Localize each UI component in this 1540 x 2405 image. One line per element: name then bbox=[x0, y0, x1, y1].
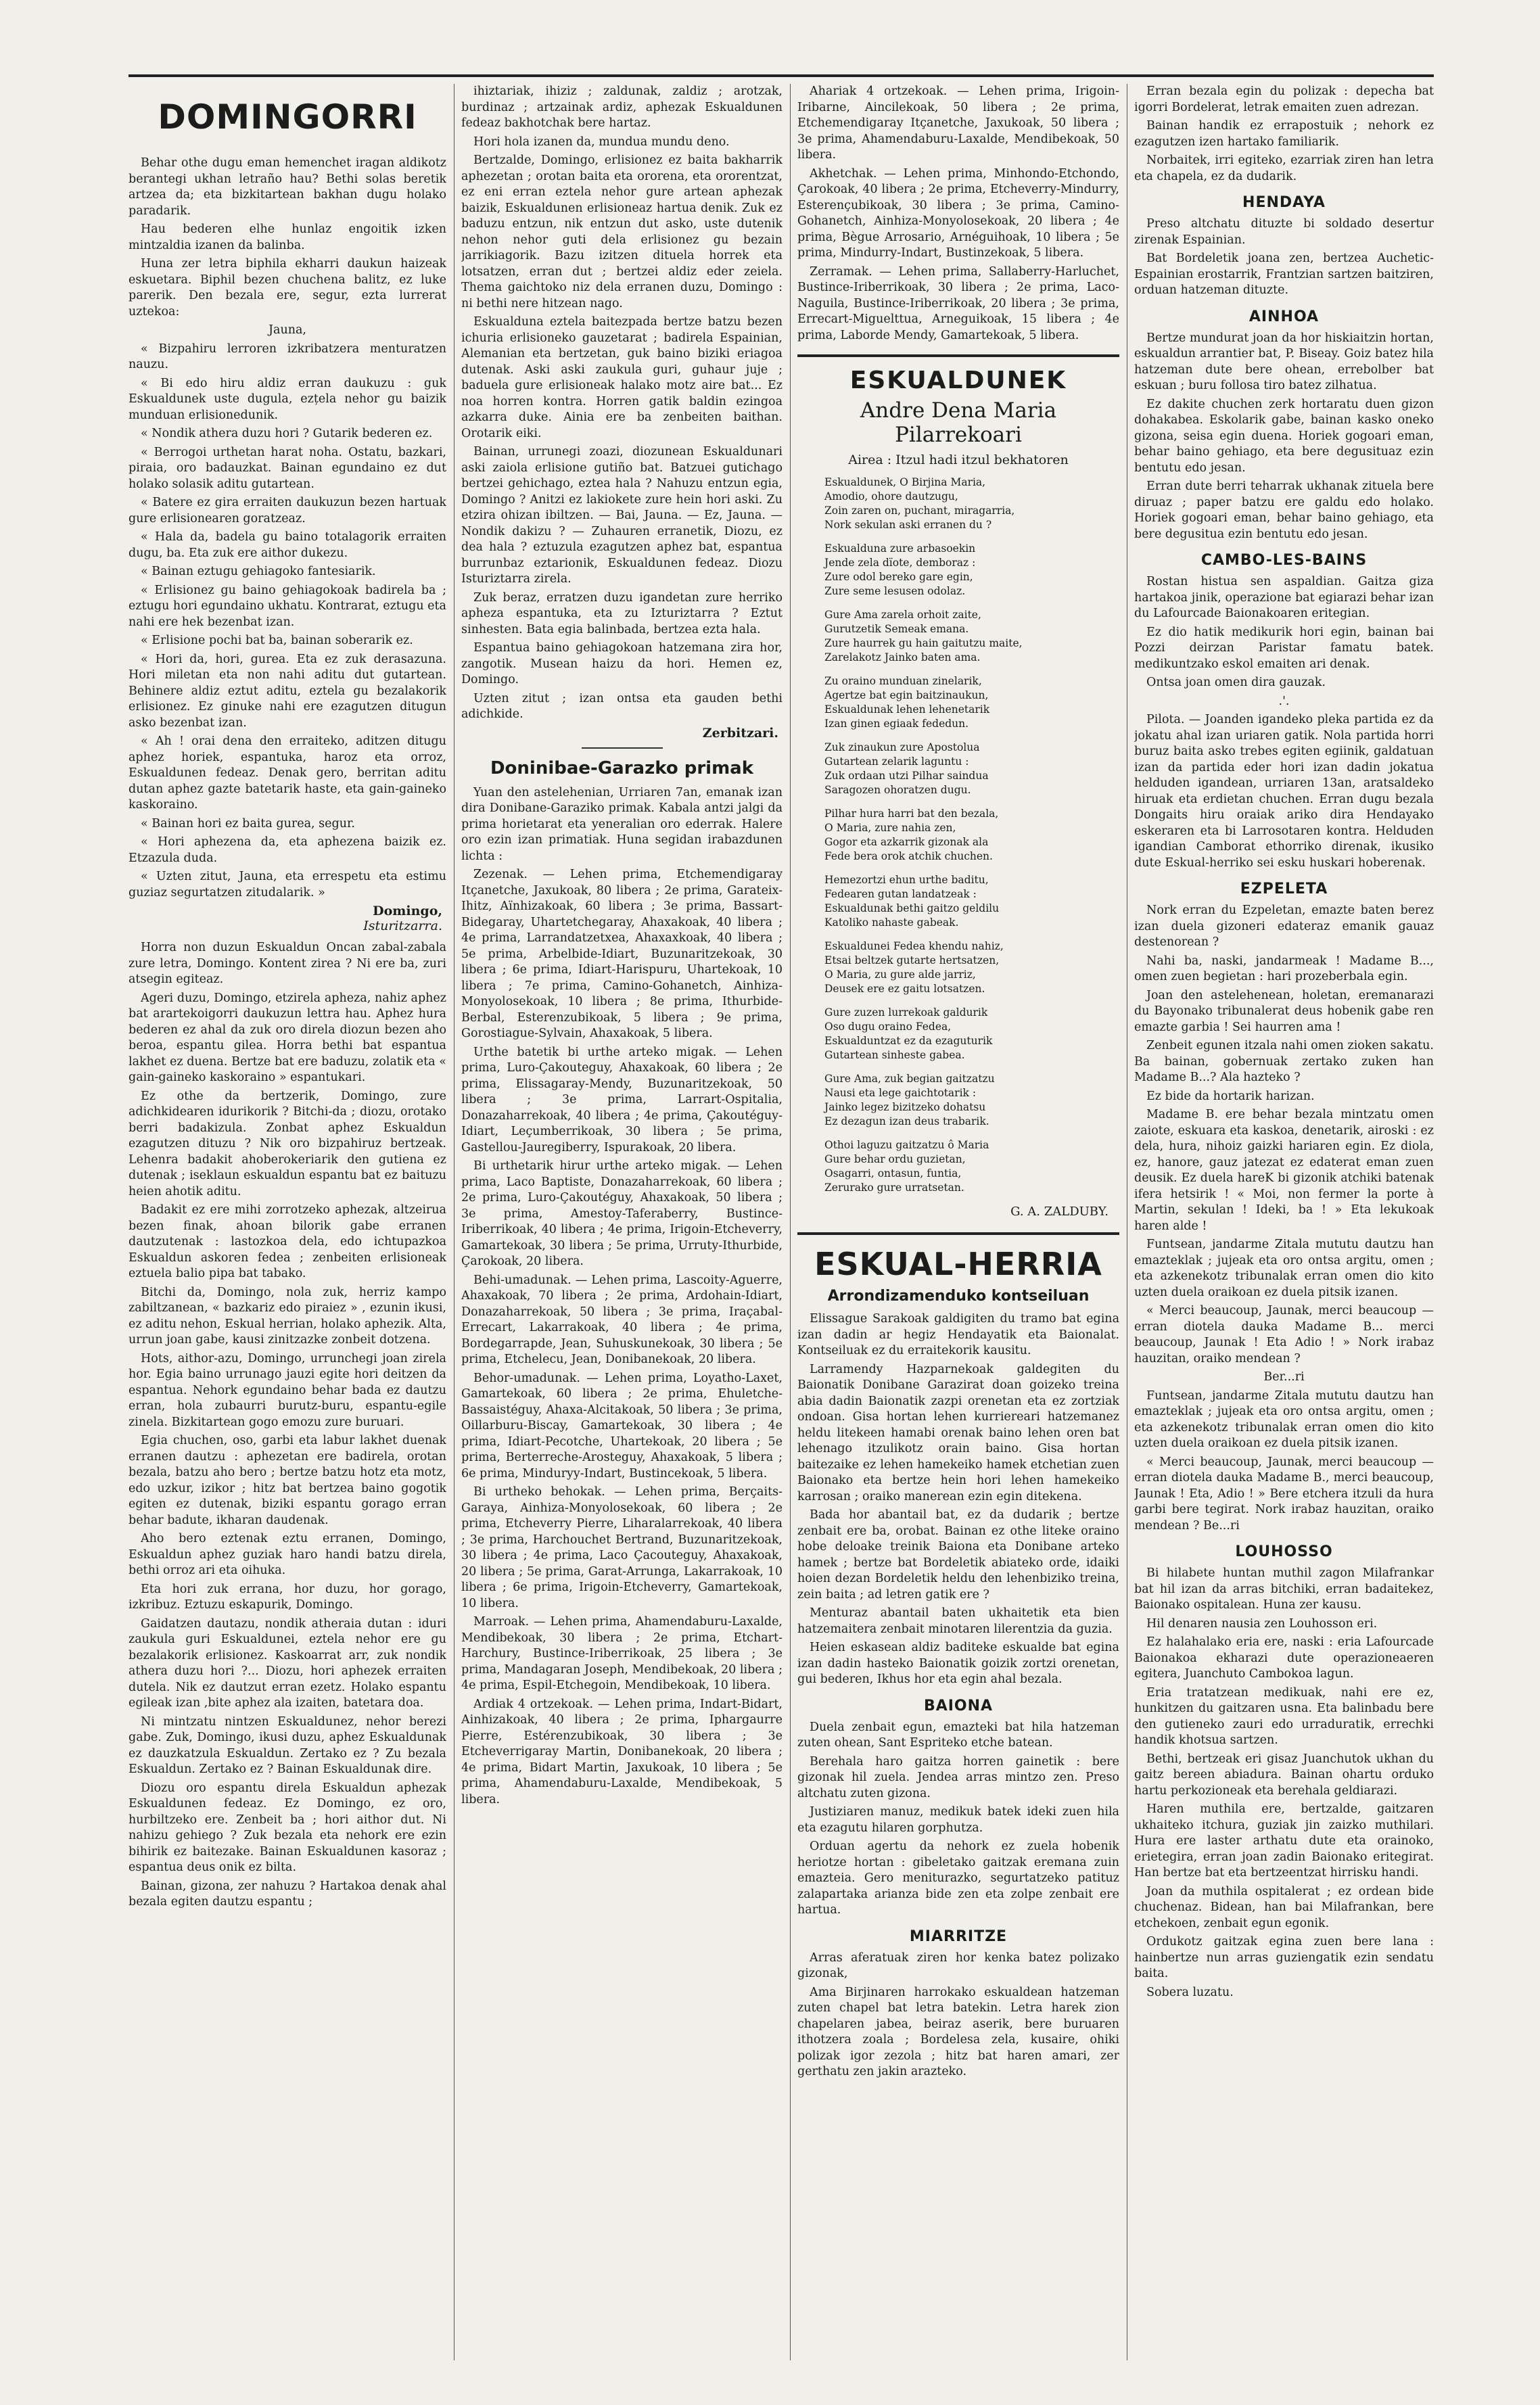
paragraph: Funtsean, jandarme Zitala mututu dautzu han emazteklak ; jujeak eta oro ontsa argitu, omen ; eta azkenekotz tribunalak erran omen dio kito uzten duela oraikoan ez duela pitsik izanen. bbox=[1134, 1238, 1434, 1299]
paragraph: Marroak. — Lehen prima, Ahamendaburu-Laxalde, Mendibekoak, 30 libera ; 2e prima, Etchart-Harchury, Bustince-Iriberrikoak, 25 libera ; 3e prima, Mandagaran Joseph, Mendibekoak, 20 libera ; 4e prima, Espil-Etchegoin, Mendibekoak, 10 libera. bbox=[461, 1615, 783, 1692]
paragraph: « Erlisionez gu baino gehiagokoak badirela ba ; eztugu hori egundaino ukhatu. Kontrarat, eztugu eta nahi ere hek bezenbat izan. bbox=[129, 583, 446, 629]
paragraph: Pilota. — Joanden igandeko pleka partida ez da jokatu ahal izan uriaren gatik. Nola partida horri buruz baita asko trebes egiten egiinik, galdatuan izan da partida eder hori izan dadin jokatua helduden igandean, urriaren 13an, aratsaldeko hiruak eta erdietan chuchen. Erran dugu bezala Dongaits hiru oraiak ariko dira Hendayako eskeraren eta bi Larrosotaren kontra. Helduden igandian Camborat ethorriko direnak, ikusiko dute Eskual-herriko sei esku huskari hoberenak. bbox=[1134, 713, 1434, 870]
paragraph: Bertzalde, Domingo, erlisionez ez baita bakharrik aphezetan ; orotan baita eta ororena, eta ororentzat, ez eni erran eztela nehor gure artean aphezak baizik, Eskualdunen erlisioneaz hartua denik. Zuk ez baduzu entzun, nik entzun dut asko, uste dutenik nehon nehor guti dela erlisionez gu bezain jarrikiagorik. Bazu izitzen dituela horrek eta lotsatzen, erran dut ; bertzei aldiz eder zeiela. Thema gaichtoko niz dela erranen duzu, Domingo : ni bethi nere hitzean nago. bbox=[461, 154, 783, 310]
paragraph: « Hala da, badela gu baino totalagorik erraiten dugu, ba. Eta zuk ere aithor dukezu. bbox=[129, 530, 446, 560]
town-heading-cambo: CAMBO-LES-BAINS bbox=[1200, 552, 1368, 569]
paragraph: Eria tratatzean medikuak, nahi ere ez, hunkitzen du gaitzaren usna. Eta balinbadu bere den gutieneko zauri edo urraduratik, errechki handik khotsua sartzen. bbox=[1134, 1685, 1434, 1747]
paragraph: Huna zer letra biphila ekharri daukun haizeak eskuetara. Biphil bezen chuchena balitz, ez luke parerik. Den bezala ere, segur, ezta lurrerat uztekoa: bbox=[129, 257, 446, 319]
town-heading-baiona: BAIONA bbox=[923, 1697, 994, 1714]
paragraph: « Bainan eztugu gehiagoko fantesiarik. bbox=[141, 565, 376, 578]
paragraph: Behor-umadunak. — Lehen prima, Loyatho-Laxet, Gamartekoak, 60 libera ; 2e prima, Ehuletche-Bassaistéguy, Ahaxa-Alcitakoak, 50 libera ; 3e prima, Oillarburu-Biscay, Gamartekoak, 30 libera ; 4e prima, Idiart-Pecotche, Uhartekoak, 20 libera ; 5e prima, Berterreche-Arosteguy, Ahaxakoak, 5 libera ; 6e prima, Minduryy-Indart, Bustincekoak, 5 libera. bbox=[461, 1371, 783, 1480]
stanza: Pilhar hura harri bat den bezala, O Maria, zure nahia zen, Gogor eta azkarrik gizonak ala Fede bera orok atchik chuchen. bbox=[824, 808, 999, 862]
paragraph: Aho bero eztenak eztu erranen, Domingo, Eskualdun aphez guziak haro handi batzu direla, bethi orroz ari eta oihuka. bbox=[129, 1532, 446, 1577]
paragraph: Zenbeit egunen itzala nahi omen zioken sakatu. Ba bainan, gobernuak zertako zuken han Madame B...? Ala hazteko ? bbox=[1134, 1039, 1434, 1084]
paragraph: Funtsean, jandarme Zitala mututu dautzu han emazteklak ; jujeak eta oro ontsa argitu, omen ; eta azkenekotz tribunalak erran omen dio kito uzten duela oraikoan ez duela pitsik izanen. bbox=[1134, 1388, 1434, 1450]
paragraph: Eta hori zuk errana, hor duzu, hor gorago, izkribuz. Eztuzu eskapurik, Domingo. bbox=[129, 1582, 446, 1612]
stanza: Zuk zinaukun zure Apostolua Gutartean zelarik laguntu : Zuk ordaan utzi Pilhar saindua Saragozen ohoratzen dugu. bbox=[824, 741, 989, 796]
paragraph: Eskualduna eztela baitezpada bertze batzu bezen ichuria erlisioneko gauzetarat ; badirela Espainian, Alemanian eta bertzetan, guk baino biziki eriagoa dutenak. Aski aski zaukula guri, guhaur juje ; baduela gure erlisioneak halako motz aire bat... Ez noa horren kontra. Horren gatik baldin ezingoa azkarra duke. Ainia ere ba zenbeiten baithan. Orotarik eiki. bbox=[461, 315, 783, 440]
town-heading-hendaya: HENDAYA bbox=[1242, 194, 1326, 211]
column-divider bbox=[790, 84, 791, 2360]
paragraph: « Erlisione pochi bat ba, bainan soberarik ez. bbox=[141, 634, 413, 647]
paragraph: Yuan den astelehenian, Urriaren 7an, emanak izan dira Donibane-Garaziko primak. Kabala antzi jalgi da prima horietarat eta yeneralian oro ederrak. Halere oro ezin izan primatiak. Huna segidan irabazdunen lichta : bbox=[461, 785, 783, 863]
paragraph: Zezenak. — Lehen prima, Etchemendigaray Itçanetche, Jaxukoak, 80 libera ; 2e prima, Garateix-Ihitz, Aïnhizakoak, 60 libera ; 3e prima, Bassart-Bidegaray, Uhartetchegaray, Ahaxakoak, 40 libera ; 4e prima, Larrandatzetxea, Ahaxaxkoak, 40 libera ; 5e prima, Arbelbide-Idiart, Buzunaritzekoak, 30 libera ; 6e prima, Idiart-Harispuru, Uhartekoak, 10 libera ; 7e prima, Camino-Gohanetch, Ainhiza-Monyolosekoak, 10 libera ; 8e prima, Ithurbide-Berbal, Esterenzubikoak, 5 libera ; 9e prima, Gorostiague-Sylvain, Ahaxakoak, 5 libera. bbox=[461, 868, 783, 1040]
column-2 bbox=[461, 84, 783, 2360]
paragraph: Justiziaren manuz, medikuk batek ideki zuen hila eta ezagutu hilaren gorphutza. bbox=[797, 1805, 1119, 1835]
paragraph: Akhetchak. — Lehen prima, Minhondo-Etchondo, Çarokoak, 40 libera ; 2e prima, Etcheverry-Mindurry, Esterençubikoak, 30 libera ; 3e prima, Camino-Gohanetch, Ainhiza-Monyolosekoak, 20 libera ; 4e prima, Bègue Arrosario, Arnéguihoak, 10 libera ; 5e prima, Mindurry-Indart, Bustinzekoak, 5 libera. bbox=[797, 166, 1119, 260]
paragraph: Behi-umadunak. — Lehen prima, Lascoity-Aguerre, Ahaxakoak, 70 libera ; 2e prima, Ardohain-Idiart, Donazaharrekoak, 50 libera ; 3e prima, Iraçabal-Errecart, Lakarrakoak, 40 libera ; 4e prima, Bordegarrapde, Jean, Suhuskunekoak, 30 libera ; 5e prima, Etchelecu, Jean, Donibanekoak, 20 libera. bbox=[461, 1273, 783, 1366]
poem-box bbox=[797, 354, 1119, 1235]
paragraph: Urthe batetik bi urthe arteko migak. — Lehen prima, Luro-Çakouteguy, Ahaxakoak, 60 libera ; 2e prima, Elissagaray-Mendy, Buzunaritzekoak, 50 libera ; 3e prima, Larrart-Ospitalia, Donazaharrekoak, 40 libera ; 4e prima, Çakoutéguy-Idiart, Leçumberrikoak, 30 libera ; 5e prima, Gastellou-Jauregiberry, Ispurakoak, 20 libera. bbox=[461, 1045, 783, 1154]
stanza: Gure Ama zarela orhoit zaite, Gurutzetik Semeak emana. Zure haurrek gu hain gaitutzu maite, Zarelakotz Jainko baten ama. bbox=[824, 609, 1023, 663]
paragraph: Bi urthetarik hirur urthe arteko migak. — Lehen prima, Laco Baptiste, Donazaharrekoak, 60 libera ; 2e prima, Luro-Çakoutéguy, Ahaxakoak, 50 libera ; 3e prima, Amestoy-Taferaberry, Bustince-Iriberrikoak, 40 libera ; 4e prima, Irigoin-Etcheverry, Gamartekoak, 30 libera ; 5e prima, Urruty-Ithurbide, Çarokoak, 20 libera. bbox=[461, 1159, 783, 1268]
top-rule bbox=[129, 74, 1434, 77]
paragraph: Ni mintzatu nintzen Eskualdunez, nehor berezi gabe. Zuk, Domingo, ikusi duzu, aphez Eskualdunak ez dauzkatzula Eskualdun. Zertako ez ? Zu bezala Eskualdun. Zertako ez ? Bainan Eskualdunak dire. bbox=[129, 1714, 446, 1776]
poem-title: ESKUALDUNEK bbox=[849, 367, 1067, 394]
paragraph: ihiztariak, ihiziz ; zaldunak, zaldiz ; arotzak, burdinaz ; artzainak ardiz, aphezak Eskualdunen fedeaz bakhotchak bere hartaz. bbox=[461, 85, 783, 130]
paragraph: Duela zenbait egun, emazteki bat hila hatzeman zuten ohean, Sant Espriteko etche batean. bbox=[797, 1720, 1119, 1750]
article-title-primak: Doninibae-Garazko primak bbox=[490, 757, 754, 778]
stanza: Othoi laguzu gaitzatzu ô Maria Gure behar ordu guzietan, Osagarri, ontasun, funtia, Zerurako gure urratsetan. bbox=[824, 1139, 989, 1194]
column-3 bbox=[797, 84, 1119, 2360]
paragraph: Nork erran du Ezpeletan, emazte baten berez izan duela gizoneri edateraz emanik gauaz destenorean ? bbox=[1134, 904, 1434, 949]
paragraph: « Merci beaucoup, Jaunak, merci beaucoup — erran diotela dauka Madame B... merci beaucoup, Jaunak ! Eta Adio ! » Nork irabaz hauzitan, oraiko mendean ? bbox=[1134, 1304, 1434, 1365]
signature-zerbitzari bbox=[461, 726, 778, 741]
paragraph: Bi hilabete huntan muthil zagon Milafrankar bat hil izan da arras bitchiki, erran badaitekez, Baionako ospitalean. Huna zer kausu. bbox=[1134, 1566, 1434, 1612]
stanza: Eskualdunek, O Birjina Maria, Amodio, ohore dautzugu, Zoin zaren on, puchant, miragarria, Nork sekulan aski erranen du ? bbox=[824, 476, 1015, 531]
paragraph: Madame B. ere behar bezala mintzatu omen zaiote, eskuara eta kaskoa, denetarik, airoski : ez dela, hura, nihoiz gaizki hariaren egin. Ez diola, ez, hanore, gauz jatezat ez edaterat eman zuen deusik. Ez duela hareK bi gizonik atchiki batenak ifera hetsirik ! « Moi, non fermer la porte à Martin, sekulan ! Ideki, ba ! » Eta lekukoak haren alde ! bbox=[1134, 1108, 1434, 1233]
paragraph: Elissague Sarakoak galdigiten du tramo bat egina izan dadin ar hegiz Hendayatik eta Baionalat. Kontseiluak ez du erraitekorik kausitu. bbox=[797, 1312, 1119, 1357]
section-subtitle: Arrondizamenduko kontseiluan bbox=[827, 1288, 1090, 1305]
paragraph: Erran bezala egin du polizak : depecha bat igorri Bordelerat, letrak emaiten zuen adrezan. bbox=[1134, 85, 1434, 114]
town-heading-louhosso: LOUHOSSO bbox=[1235, 1543, 1333, 1560]
paragraph: Arras aferatuak ziren hor kenka batez polizako gizonak, bbox=[797, 1951, 1119, 1980]
paragraph: Haren muthila ere, bertzalde, gaitzaren ukhaiteko itchura, guziak jin zaizko muthilari. Hura ere laster arthatu dute eta orainoko, erietegira, erran joan zadin Baionako eritegirat. Han bertze bat eta bertzeentzat hirrisku handi. bbox=[1134, 1802, 1434, 1879]
paragraph: Zerramak. — Lehen prima, Sallaberry-Harluchet, Bustince-Iriberrikoak, 30 libera ; 2e prima, Laco-Naguila, Bustince-Iriberrikoak, 20 libera ; 3e prima, Errecart-Miguelttua, Arneguikoak, 15 libera ; 4e prima, Laborde Mendy, Gamartekoak, 5 libera. bbox=[797, 264, 1119, 342]
paragraph: Ez dakite chuchen zerk hortaratu duen gizon dohakabea. Eskolarik gabe, bainan kasko oneko gizona, seisa egin duena. Horiek gogoari eman, behar baino gehiago, eta bere degusituaz ezin bentutu edo jesan. bbox=[1134, 397, 1434, 475]
paragraph: Zuk beraz, erratzen duzu igandetan zure herriko apheza espantuka, eta zu Izturiztarra ? Eztut sinhesten. Bata egia balinbada, bertzea ezta hala. bbox=[461, 590, 783, 636]
article-title-domingorri: DOMINGORRI bbox=[158, 97, 417, 137]
paragraph: « Batere ez gira erraiten daukuzun bezen hartuak gure erlisionearen goratzeaz. bbox=[129, 496, 446, 526]
paragraph: « Merci beaucoup, Jaunak, merci beaucoup — erran diotela dauka Madame B., merci beaucoup, Jaunak ! Eta, Adio ! » Bere etchera itzuli da hura garbi bere tegirat. Nork irabaz hauzitan, oraiko mendean ? Be...ri bbox=[1134, 1455, 1434, 1533]
paragraph: Hots, aithor-azu, Domingo, urrunchegi joan zirela hor. Egia baino urrunago jauzi egite hori deitzen da espantua. Nehork egundaino behar bada ez dautzu erran, hola zubaurri burutz-buru, espantu-egile zinela. Bizkitartean gogo emozu zure buruari. bbox=[129, 1351, 446, 1429]
paragraph: « Bainan hori ez baita gurea, segur. bbox=[141, 816, 355, 831]
paragraph: Hori hola izanen da, munduа mundu deno. bbox=[473, 135, 730, 149]
paragraph: Ez halahalako eria ere, naski : eria Lafourcade Baionakoa ekharazi dute operazioneaeren egitera, Juanchuto Cambokoa lagun. bbox=[1134, 1635, 1434, 1681]
paragraph: « Ah ! orai dena den erraiteko, aditzen ditugu aphez horiek, espantuka, haroz eta orroz, Eskualdunen fedeaz. Denak gero, berritan aditu dutan aphez gazte batetarik haste, eta gain-gaineko kaskoraino. bbox=[129, 734, 446, 812]
paragraph: « Hori da, hori, gurea. Eta ez zuk derasazuna. Hori miletan eta non nahi aditu dut gutartean. Behinere aldiz eztut aditu, eztela gu bezalakorik erlisionez. Ez ginuke nahi ere ezagutzen ditugun asko bezenbat izan. bbox=[129, 652, 446, 730]
paragraph: Ez othe da bertzerik, Domingo, zure adichkidearen idurikorik ? Bitchi-da ; diozu, orotako berri badakizula. Zonbat aphez Eskualdun ezagutzen dituzu ? Nik oro bizpahiruz bertzeak. Lehenra badakit ahoberokeriarik den gutiena ez dutenak ; iseklaun eskualdun espantu bat ez baituzu heien ahotik aditu. bbox=[129, 1089, 446, 1198]
paragraph: Larramendy Hazparnekoak galdegiten du Baionatik Donibane Garazirat doan goizeko treina abia dadin Baionatik zazpi orenetan eta ez zortziak ondoan. Gisa hortan lehen kurriereari hatzemanez heldu litekeen hamabi orenak baino lehen oren bat lehenago itzulikotz orain baino. Gisa hortan baitezaike ez lehen hamekeiko hamek etchetian zuen Baionako eta bertze hein hori lehen hamekeiko karrosan ; oraiko manerean ezin egin ditekena. bbox=[797, 1362, 1119, 1503]
paragraph: « Nondik athera duzu hori ? Gutarik bederen ez. bbox=[141, 427, 433, 440]
poem-air: Airea : Itzul hadi itzul bekhatoren bbox=[848, 452, 1069, 467]
stanza: Eskualduna zure arbasoekin Jende zela dïote, demboraz : Zure odol bereko gare egin, Zure seme lesusen odolaz. bbox=[824, 542, 976, 597]
paragraph: Norbaitek, irri egiteko, ezarriak ziren han letra eta chapela, ez da dudarik. bbox=[1134, 154, 1434, 183]
paragraph: Preso altchatu dituzte bi soldado desertur zirenak Espainian. bbox=[1134, 217, 1434, 247]
paragraph: Diozu oro espantu direla Eskualdun aphezak Eskualdunen fedeaz. Ez Domingo, ez oro, hurbiltzeko ere. Zenbeit ba ; hori aithor dut. Ni nahizu gehiego ? Zuk bezala eta nehork ere ezin bihirik ez baitezake. Bainan Eskualdunen kasoraz ; espantua deus onik ez bilta. bbox=[129, 1781, 446, 1874]
paragraph: Berehala haro gaitza horren gainetik : bere gizonak hil zuela. Jendea arras mintzo zen. Preso altchatu zuten gizona. bbox=[797, 1754, 1119, 1800]
paragraph: Ama Birjinaren harrokako eskualdean hatzeman zuten chapel bat letra batekin. Letra harek zion chapelaren jabea, beiraz aserik, bere buruaren ithotzera zoala ; Bordelesa zela, kusaire, ohiki polizak igor zezola ; hitz bat haren amari, zer gerthatu zen jakin arazteko. bbox=[797, 1985, 1119, 2078]
paragraph: Horra non duzun Eskualdun Oncan zabal-zabala zure letra, Domingo. Kontent zirea ? Ni ere ba, zuri atsegin egiteaz. bbox=[129, 941, 446, 986]
paragraph: Bainan handik ez errapostuik ; nehork ez ezagutzen izen hartako familiarik. bbox=[1134, 119, 1434, 149]
stanza: Zu oraino munduan zinelarik, Agertze bat egin baitzinaukun, Eskualdunak lehen lehenetarik Izan ginen egiaak fededun. bbox=[824, 675, 990, 730]
paragraph: Bi urtheko behokak. — Lehen prima, Berçaits-Garaya, Ainhiza-Monyolosekoak, 60 libera ; 2e prima, Etcheverry Pierre, Liharalarrekoak, 40 libera ; 3e prima, Harchouchet Bertrand, Buzunaritzekoak, 30 libera ; 4e prima, Laco Çacouteguy, Ahaxakoak, 20 libera ; 5e prima, Garat-Arrunga, Lakarrakoak, 10 libera ; 6e prima, Irigoin-Etcheverry, Gamartekoak, 10 libera. bbox=[461, 1485, 783, 1610]
signature-name: Domingo, bbox=[373, 904, 442, 918]
paragraph: Ontsa joan omen dira gauzak. bbox=[1146, 676, 1326, 689]
byline: Ber...ri bbox=[1263, 1370, 1305, 1384]
paragraph: Ez dio hatik medikurik hori egin, bainan bai Pozzi deirzan Paristar famatu batek. medikuntzako eskol emaiten ari denak. bbox=[1134, 625, 1434, 671]
signature bbox=[129, 904, 442, 933]
paragraph: Erran dute berri teharrak ukhanak zituela bere diruaz ; paper batzu ere galdu edo holako. Horiek gogoari eman, behar baino gehiago, eta bere degusitua ezin bentutu edo jesan. bbox=[1134, 480, 1434, 541]
town-heading-miarritze: MIARRITZE bbox=[909, 1928, 1008, 1945]
paragraph: Ez bide da hortarik harizan. bbox=[1146, 1089, 1315, 1103]
paragraph: Ahariak 4 ortzekoak. — Lehen prima, Irigoin-Iribarne, Aincilekoak, 50 libera ; 2e prima, Etchemendigaray Itçanetche, Jaxukoak, 50 libera ; 3e prima, Ahamendaburu-Laxalde, Mendibekoak, 50 libera. bbox=[797, 85, 1119, 162]
paragraph: Bainan, urrunegi zoazi, diozunean Eskualdunari aski zaiola erlisione gutiño bat. Batzuei gutichago bertzei gehichago, eztea hala ? Nahuzu entzun egia, Domingo ? Anitzi ez lakiokete zure hein hori aski. Zu etzira ohizan ibiltzen. — Bai, Jauna. — Ez, Jauna. — Nondik dakizu ? — Zuhauren erranetik, Diozu, ez dea hala ? eztuzula ezagutzen aphez bat, espantua burrunbaz eztarionik, Eskualdunen fedeaz. Diozu Isturiztarra zirela. bbox=[461, 445, 783, 586]
paragraph: Nahi ba, naski, jandarmeak ! Madame B..., omen zuen begietan : hari prozeberbala egin. bbox=[1134, 954, 1434, 983]
paragraph: Hil denaren nausia zen Louhosson eri. bbox=[1146, 1616, 1378, 1631]
paragraph: « Bi edo hiru aldiz erran daukuzu : guk Eskualdunek uste dugula, ezțela nehor gu baizik munduan erlisionedunik. bbox=[129, 376, 446, 422]
divider bbox=[582, 747, 663, 749]
stanza: Eskualdunei Fedea khendu nahiz, Etsai beltzek gutarte hertsatzen, O Maria, zu gure alde jarriz, Deusek ere ez gaitu lotsatzen. bbox=[824, 940, 1004, 995]
paragraph: Uzten zitut ; izan ontsa eta gauden bethi adichkide. bbox=[461, 691, 783, 721]
paragraph: Bada hor abantail bat, ez da dudarik ; bertze zenbait ere ba, orobat. Bainan ez othe liteke oraino hobe deloake treinik Baiona eta Donibane arteko hamek ; bertze bat Bordeletik abiateko orde, idaiki hoien dezan Bordeletik heldu den lehenbiziko treina, zein baita ; ad letren gatik ere ? bbox=[797, 1508, 1119, 1602]
paragraph: Hau bederen elhe hunlaz engoitik izken mintzaldia izanen da balinba. bbox=[129, 223, 446, 252]
paragraph: Heien eskasean aldiz baditeke eskualde bat egina izan dadin hasteko Baionatik goizik zortzi orenetan, gui bederen, Ikhus hor eta egin ahal bezala. bbox=[797, 1641, 1119, 1686]
paragraph: Bainan, gizona, zer nahuzu ? Hartakoa denak ahal bezala egiten dautzu espantu ; bbox=[129, 1879, 446, 1909]
paragraph: « Berrogoi urthetan harat noha. Ostatu, bazkari, piraia, oro badauzkat. Bainan egundaino ez dut holako solasik aditu gutartean. bbox=[129, 445, 446, 491]
paragraph: Espantua baino gehiagokoan hatzemana zira hor, zangotik. Musean haizu da hori. Hemen ez, Domingo. bbox=[461, 641, 783, 686]
paragraph: Gaidatzen dautazu, nondik atheraia dutan : iduri zaukula guri Eskualdunei, eztela nehor ere gu bezalakorik erlisionez. Kaskoarrat arr, zuk nondik athera duzu hori ?... Diozu, hori aphezek erraiten dutela. Nik ez dautzut erran ezetz. Holako espantu egileak izan ,bite aphez ala izaiten, batetara doa. bbox=[129, 1616, 446, 1710]
newspaper-page bbox=[129, 74, 1434, 2360]
poem-subtitle: Andre Dena Maria Pilarrekoari bbox=[860, 398, 1057, 447]
stanza: Hemezortzi ehun urthe baditu, Fedearen gutan landatzeak : Eskualdunak bethi gaitzo geldilu Katoliko nahaste gabeak. bbox=[824, 874, 1000, 929]
paragraph: Sobera luzatu. bbox=[1146, 1985, 1234, 1999]
paragraph: « Bizpahiru lerroren izkribatzera menturatzen nauzu. bbox=[129, 342, 446, 371]
paragraph: Menturaz abantail baten ukhaitetik eta bien hatzemaitera zenbait minotaren lilerentzia da guzia. bbox=[797, 1606, 1119, 1636]
paragraph: Joan da muthila ospitalerat ; ez ordean bide chuchenaz. Bidean, han bai Milafrankan, bere etchekoen, zenbait egun egonik. bbox=[1134, 1884, 1434, 1930]
paragraph: Behar othe dugu eman hemenchet iragan aldikotz berantegi ukhan letraño hau? Bethi solas beretik artzea da; eta bizkitartean bakhan dugu holako paradarik. bbox=[129, 156, 446, 218]
poem-author: G. A. ZALDUBY. bbox=[1010, 1205, 1109, 1219]
town-heading-ainhoa: AINHOA bbox=[1249, 308, 1320, 325]
paragraph: Bertze mundurat joan da hor hiskiaitzin hortan, eskualdun arrantier bat, P. Biseay. Goiz batez hila hatzeman dute bere ohean, errebolber bat eskuan ; buru follosa tiro batez zilhatua. bbox=[1134, 331, 1434, 392]
paragraph: Bat Bordeletik joana zen, bertzea Auchetic-Espainian erostarrik, Frantzian sartzen baitziren, orduan hatzeman dituzte. bbox=[1134, 252, 1434, 297]
paragraph: Joan den astelehenean, holetan, eremanarazi du Bayonako tribunalerat deus hobenik gabe ren emazte garbia ! Sei haurren ama ! bbox=[1134, 988, 1434, 1034]
signature-name: Zerbitzari. bbox=[702, 725, 778, 741]
stanza: Gure zuzen lurrekoak galdurik Oso dugu oraino Fedea, Eskualduntzat ez da ezaguturik Gutartean sinheste gabea. bbox=[824, 1006, 993, 1061]
paragraph: « Hori aphezena da, eta aphezena baizik ez. Etzazula duda. bbox=[129, 835, 446, 865]
paragraph: Badakit ez ere mihi zorrotzeko aphezak, altzeirua bezen finak, ahoan bilorik gabe erranen dautzutenak : lastozkoa dela, edo ichtupazkoa Eskualdun askoren fedea ; zenbeiten erlisioneak eztuela balio pipa bat tabako. bbox=[129, 1203, 446, 1280]
paragraph: Ardiak 4 ortzekoak. — Lehen prima, Indart-Bidart, Ainhizakoak, 40 libera ; 2e prima, Iphargaurre Pierre, Estérenzubikoak, 30 libera ; 3e Etcheverrigaray Martin, Donibanekoak, 20 libera ; 4e prima, Bidart Martin, Jaxukoak, 10 libera ; 5e prima, Ahamendaburu-Laxalde, Mendibekoak, 5 libera. bbox=[461, 1697, 783, 1806]
paragraph: Ageri duzu, Domingo, etzirela apheza, nahiz aphez bat arartekoigorri daukuzun lettra hau. Aphez hura bederen ez ahal da zuk oro direla diozun bezen aho beroa, espantu gilea. Horra bethi bat espantua lakhet ez duena. Bertze bat ere baduzu, zolatik eta « gain-gaineko kaskoraino » espantukari. bbox=[129, 991, 446, 1084]
separator-dots: .'. bbox=[1278, 694, 1290, 708]
column-1 bbox=[129, 84, 446, 2360]
paragraph: Bitchi da, Domingo, nola zuk, herriz kampo zabiltzanean, « bazkariz edo piraiez » , ezunin ikusi, ez aditu nehon, Eskual herrian, holako aphezik. Alta, urrun joan gabe, kausi zinitzazke zonbeit dotzena. bbox=[129, 1285, 446, 1347]
town-heading-ezpeleta: EZPELETA bbox=[1240, 881, 1328, 897]
paragraph: Rostan histua sen aspaldian. Gaitza giza hartakoa jinik, operazione bat egiarazi behar izan du Lafourcade Baionakoaren eritegian. bbox=[1134, 575, 1434, 620]
paragraph: « Uzten zitut, Jauna, eta errespetu eta estimu guziaz segurtatzen zitudalarik. » bbox=[129, 870, 446, 900]
section-title-eskual-herria: ESKUAL-HERRIA bbox=[814, 1246, 1102, 1282]
stanza: Gure Ama, zuk begian gaitzatzu Nausi eta lege gaichtotarik : Jainko legez bizitzeko dohatsu Ez dezagun izan deus trabarik. bbox=[824, 1073, 995, 1127]
paragraph: Egia chuchen, oso, garbi eta labur lakhet duenak erranen dautzu : aphezetan ere badirela, orotan bezala, batzu aho bero ; bertze batzu hotz eta motz, edo uzkur, izikor ; hitz bat bertzea baino gogotik egiten ez dutenak, biziki espantu gorago erran behar badute, ikharan daudenak. bbox=[129, 1434, 446, 1527]
signature-place: Isturitzarra. bbox=[363, 918, 442, 933]
paragraph: Ordukotz gaitzak egina zuen bere lana : hainbertze nun arras guziengatik ezin sendatu baita. bbox=[1134, 1935, 1434, 1980]
paragraph: Bethi, bertzeak eri gisaz Juanchutok ukhan du gaitz bereen abiadura. Bainan ohartu orduko hartu perkozioneak eta berehala geldiarazi. bbox=[1134, 1752, 1434, 1798]
column-4 bbox=[1134, 84, 1434, 2360]
paragraph: Orduan agertu da nehork ez zuela hobenik heriotze hortan : gibeletako gaitzak eremana zuin emazteia. Gero meniturazko, segurtatzeko patituz zalapartaka arianza bide zen eta zolpe zenbait ere hartua. bbox=[797, 1840, 1119, 1917]
salutation: Jauna, bbox=[269, 323, 306, 337]
